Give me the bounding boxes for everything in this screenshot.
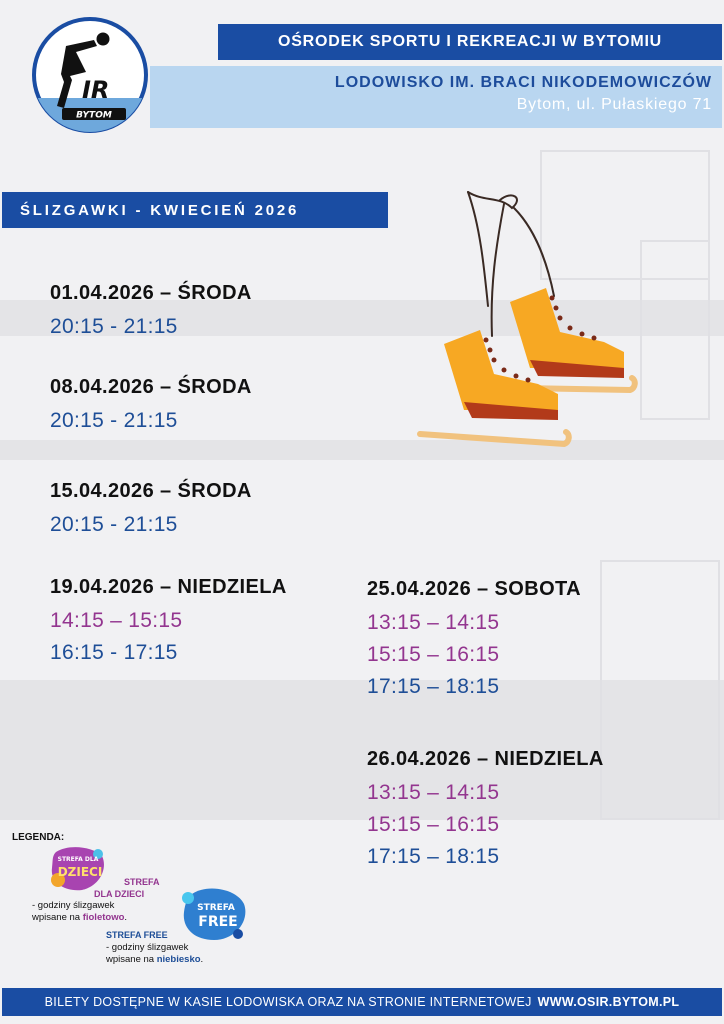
org-name-banner: OŚRODEK SPORTU I REKREACJI W BYTOMIU xyxy=(218,24,722,60)
venue-banner xyxy=(150,66,722,128)
website-link[interactable]: WWW.OSIR.BYTOM.PL xyxy=(537,995,680,1009)
time-slot: 15:15 – 16:15 xyxy=(367,643,500,666)
schedule-day xyxy=(50,576,287,665)
time-slot: 20:15 - 21:15 xyxy=(50,409,178,432)
day-date: 15.04.2026 – ŚRODA xyxy=(50,480,252,502)
day-date: 19.04.2026 – NIEDZIELA xyxy=(50,576,287,598)
time-slot: 16:15 - 17:15 xyxy=(50,641,178,664)
schedule-day xyxy=(367,578,581,699)
free-zone-name: STREFA FREE xyxy=(106,930,168,940)
time-slot: 20:15 - 21:15 xyxy=(50,513,178,536)
day-date: 08.04.2026 – ŚRODA xyxy=(50,376,252,398)
legend xyxy=(10,830,290,980)
kids-zone-description: - godziny ślizgawek wpisane na fioletowo. xyxy=(32,900,128,923)
ice-skates-icon xyxy=(404,186,644,456)
time-slot: 13:15 – 14:15 xyxy=(367,781,500,804)
time-slot: 17:15 – 18:15 xyxy=(367,675,500,698)
time-slot: 20:15 - 21:15 xyxy=(50,315,178,338)
schedule-day xyxy=(50,376,252,433)
month-banner: ŚLIZGAWKI - KWIECIEŃ 2026 xyxy=(2,192,388,228)
free-zone-badge-icon xyxy=(178,886,248,944)
footer-text: BILETY DOSTĘPNE W KASIE LODOWISKA ORAZ NA STRONIE INTERNETOWEJ xyxy=(44,995,532,1009)
free-zone-description: - godziny ślizgawek wpisane na niebiesko. xyxy=(106,942,204,965)
svg-text:DZIECI: DZIECI xyxy=(57,865,103,879)
day-date: 01.04.2026 – ŚRODA xyxy=(50,282,252,304)
time-slot: 17:15 – 18:15 xyxy=(367,845,500,868)
legend-title: LEGENDA: xyxy=(12,832,65,843)
venue-name: LODOWISKO IM. BRACI NIKODEMOWICZÓW xyxy=(334,74,712,91)
schedule-day xyxy=(50,480,252,537)
time-slot: 15:15 – 16:15 xyxy=(367,813,500,836)
venue-address: Bytom, ul. Pułaskiego 71 xyxy=(516,96,712,113)
svg-text:BYTOM: BYTOM xyxy=(76,110,112,121)
time-slot: 13:15 – 14:15 xyxy=(367,611,500,634)
day-date: 26.04.2026 – NIEDZIELA xyxy=(367,748,604,770)
footer-banner xyxy=(2,988,722,1016)
svg-text:STREFA: STREFA xyxy=(197,903,235,913)
time-slot: 14:15 – 15:15 xyxy=(50,609,183,632)
day-date: 25.04.2026 – SOBOTA xyxy=(367,578,582,600)
svg-text:IR: IR xyxy=(82,76,110,104)
schedule-day xyxy=(367,748,604,869)
svg-text:STREFA DLA: STREFA DLA xyxy=(57,856,99,863)
kids-zone-name: STREFA DLA DZIECI xyxy=(94,877,160,899)
osir-logo-icon xyxy=(24,16,156,134)
svg-text:FREE: FREE xyxy=(198,914,238,930)
schedule-day xyxy=(50,282,252,339)
